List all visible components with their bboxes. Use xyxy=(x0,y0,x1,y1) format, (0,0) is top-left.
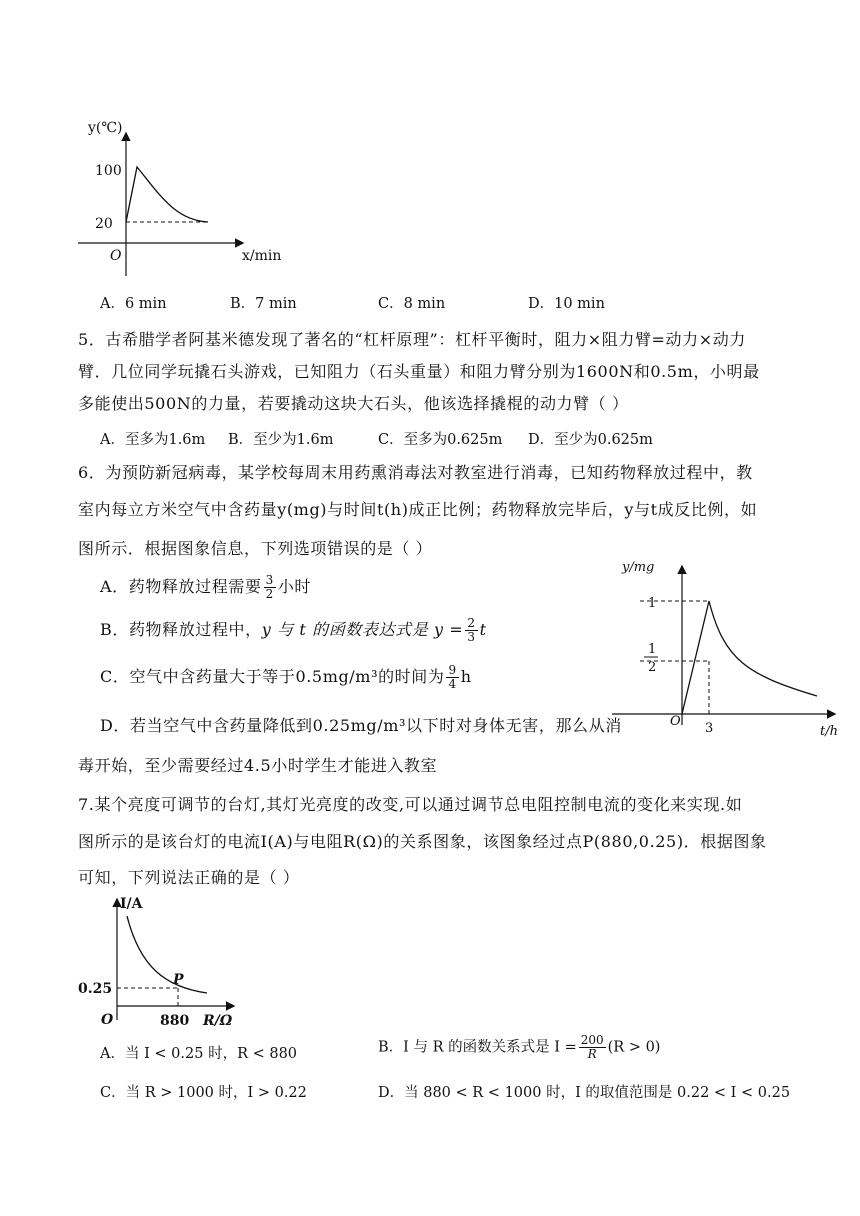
y-axis-label: I/A xyxy=(120,896,143,912)
q5-option-b[interactable]: B．至少为1.6m xyxy=(228,432,334,448)
x-tick-880: 880 xyxy=(160,1013,190,1029)
fraction-200-r: $\frac{200}{R}$ xyxy=(580,1033,604,1061)
q6-option-b[interactable] xyxy=(100,617,487,644)
origin-label: O xyxy=(670,714,681,729)
q6-option-b-var: t xyxy=(479,620,487,639)
q7-option-c[interactable]: C．当 R > 1000 时，I > 0.22 xyxy=(100,1085,307,1101)
q6-stem-line-1: 6．为预防新冠病毒，某学校每周末用药熏消毒法对教室进行消毒，已知药物释放过程中，教 xyxy=(78,463,753,482)
q4-option-d[interactable]: D．10 min xyxy=(528,296,605,312)
q7-option-b[interactable] xyxy=(378,1034,660,1061)
y-tick-20: 20 xyxy=(95,216,113,232)
fraction-9-4: $\frac{9}{4}$ xyxy=(448,663,457,691)
q6-option-a-text: A．药物释放过程需要 xyxy=(100,577,262,596)
q4-option-b[interactable]: B．7 min xyxy=(230,296,297,312)
q7-stem-line-2: 图所示的是该台灯的电流I(A)与电阻R(Ω)的关系图象，该图象经过点P(880,0.25)．根据图象 xyxy=(78,832,767,851)
q5-option-a[interactable]: A．至多为1.6m xyxy=(100,432,206,448)
y-tick-025: 0.25 xyxy=(78,981,113,997)
fraction-3-2: $\frac{3}{2}$ xyxy=(265,573,274,601)
q6-option-a-unit: 小时 xyxy=(277,577,312,596)
inverse-curve xyxy=(127,916,207,993)
x-axis-label: x/min xyxy=(242,248,282,264)
q6-option-d-line-1[interactable]: D．若当空气中含药量降低到0.25mg/m³以下时对身体无害，那么从消 xyxy=(100,716,622,735)
y-axis-label: y/mg xyxy=(622,560,655,575)
temperature-graph xyxy=(70,110,300,280)
q6-option-c-unit: h xyxy=(460,667,472,686)
q6-stem-line-2: 室内每立方米空气中含药量y(mg)与时间t(h)成正比例；药物释放完毕后，y与t成反比例，如 xyxy=(78,500,758,519)
y-axis-label: y(℃) xyxy=(88,120,123,136)
q7-option-b-domain: (R > 0) xyxy=(607,1039,661,1056)
q7-option-a[interactable]: A．当 I < 0.25 时，R < 880 xyxy=(100,1046,298,1062)
point-p-label: P xyxy=(173,972,184,988)
q6-option-b-text: B．药物释放过程中， xyxy=(100,620,262,639)
q7-option-d[interactable]: D．当 880 < R < 1000 时，I 的取值范围是 0.22 < I < 0.25 xyxy=(378,1085,791,1101)
q5-option-c[interactable]: C．至多为0.625m xyxy=(378,432,503,448)
temperature-curve xyxy=(126,167,208,222)
x-tick-3: 3 xyxy=(705,721,714,736)
q5-stem-line-1: 5．古希腊学者阿基米德发现了著名的“杠杆原理”：杠杆平衡时，阻力×阻力臂=动力×动力 xyxy=(78,330,746,349)
q6-option-c-text: C．空气中含药量大于等于0.5mg/m³的时间为 xyxy=(100,667,445,686)
x-axis-label: R/Ω xyxy=(203,1013,233,1029)
q7-stem-line-1: 7.某个亮度可调节的台灯,其灯光亮度的改变,可以通过调节总电阻控制电流的变化来实现.如 xyxy=(78,795,743,814)
q7-option-b-text: B．I 与 R 的函数关系式是 I = xyxy=(378,1039,577,1056)
q6-option-a[interactable] xyxy=(100,574,311,601)
drug-concentration-graph xyxy=(612,555,847,740)
current-resistance-graph xyxy=(75,892,255,1032)
q5-stem-line-3: 多能使出500N的力量，若要撬动这块大石头，他该选择撬棍的动力臂（ ） xyxy=(78,394,629,413)
q6-stem-line-3: 图所示．根据图象信息，下列选项错误的是（ ） xyxy=(78,539,433,558)
y-tick-half-num: 1 xyxy=(648,642,657,657)
y-tick-half-den: 2 xyxy=(648,660,657,675)
origin-label: O xyxy=(101,1012,114,1028)
drug-curve xyxy=(682,601,817,714)
y-tick-100: 100 xyxy=(95,163,122,179)
fraction-2-3: $\frac{2}{3}$ xyxy=(467,616,476,644)
origin-label: O xyxy=(110,248,122,264)
q7-stem-line-3: 可知，下列说法正确的是（ ） xyxy=(78,868,300,887)
q6-option-c[interactable] xyxy=(100,664,472,691)
q5-stem-line-2: 臂．几位同学玩撬石头游戏，已知阻力（石头重量）和阻力臂分别为1600N和0.5m，小明最 xyxy=(78,362,760,381)
q5-option-d[interactable]: D．至少为0.625m xyxy=(528,432,653,448)
q6-option-d-line-2: 毒开始，至少需要经过4.5小时学生才能进入教室 xyxy=(78,756,438,775)
q4-option-c[interactable]: C．8 min xyxy=(378,296,446,312)
q6-option-b-formula: y 与 t 的函数表达式是 y = xyxy=(261,620,464,639)
q4-option-a[interactable]: A．6 min xyxy=(100,296,167,312)
y-tick-1: 1 xyxy=(648,596,657,611)
x-axis-label: t/h xyxy=(820,724,838,739)
